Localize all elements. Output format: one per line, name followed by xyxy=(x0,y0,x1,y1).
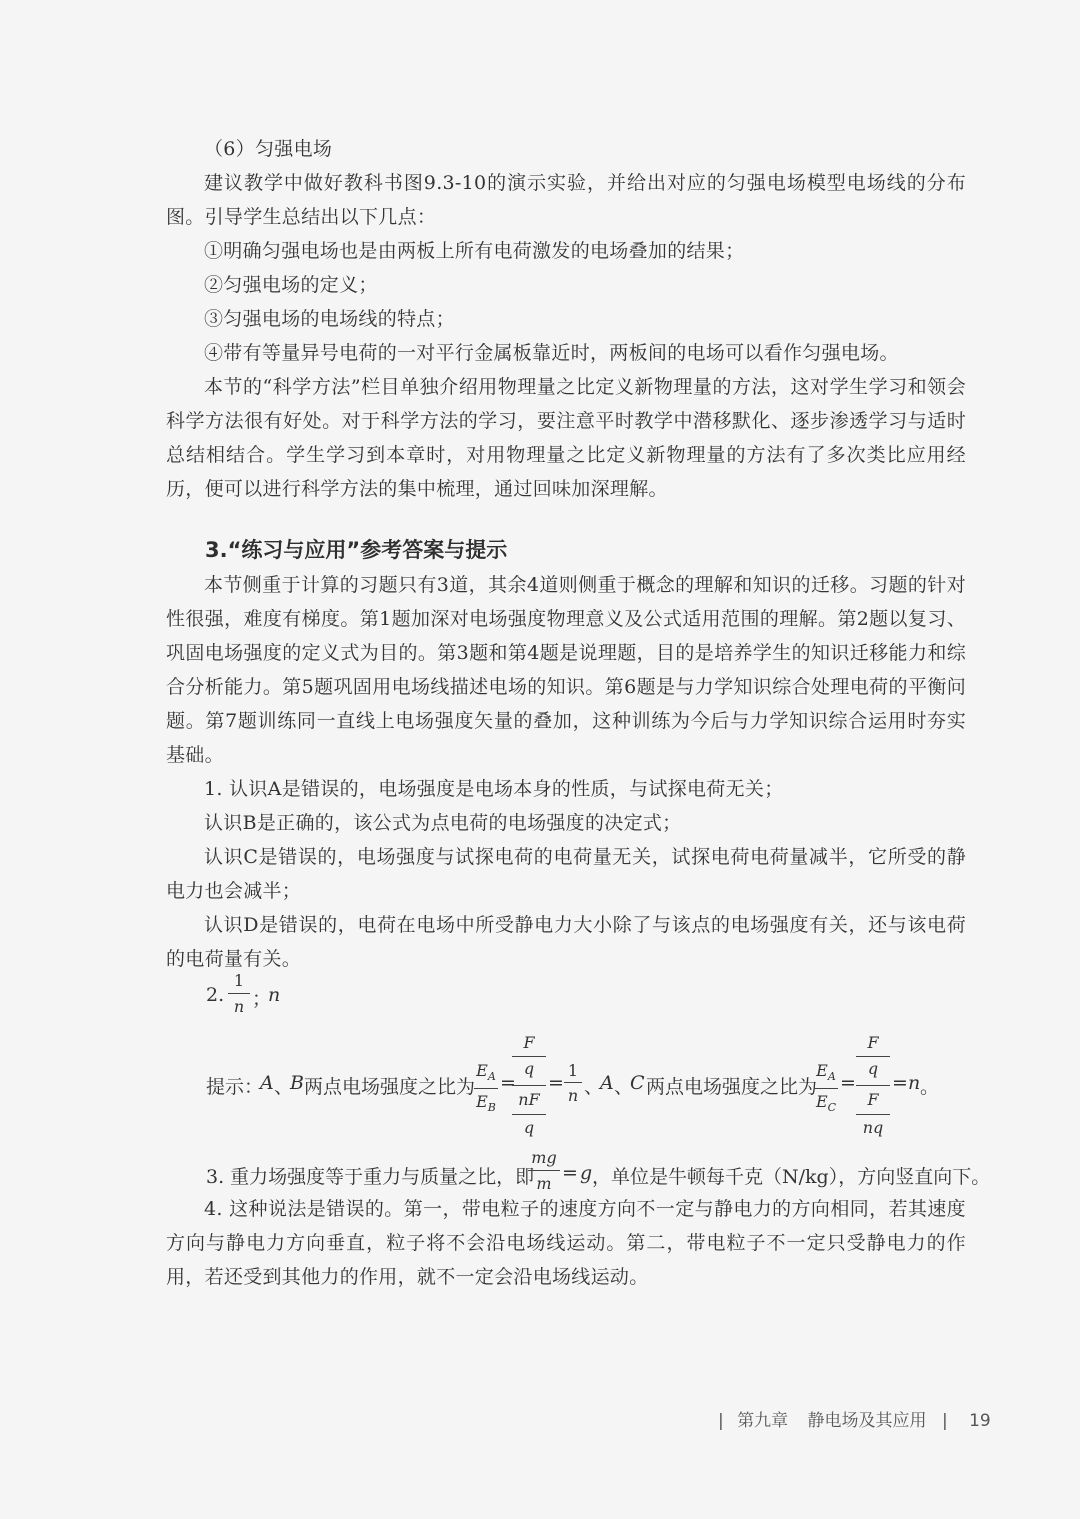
hint-text-1: 两点电场强度之比为 xyxy=(304,1076,476,1098)
point-1: ①明确匀强电场也是由两板上所有电荷激发的电场叠加的结果； xyxy=(204,240,745,262)
answer-2-label: 2. xyxy=(206,984,225,1006)
f-numerator-3: F xyxy=(856,1085,890,1114)
answer-2-denominator: n xyxy=(228,993,250,1020)
ec-symbol: E xyxy=(815,1092,828,1112)
result-n: n xyxy=(908,1072,921,1094)
compound-fraction-1 xyxy=(512,1030,546,1141)
q-denominator-2: q xyxy=(512,1114,546,1141)
answer-1-a: 1. 认识A是错误的，电场强度是电场本身的性质，与试探电荷无关； xyxy=(204,778,784,800)
science-method-paragraph: 本节的“科学方法”栏目单独介绍用物理量之比定义新物理量的方法，这对学生学习和领会科学方法很有好处。对于科学方法的学习，要注意平时教学中潜移默化、逐步渗透学习与适时总结相结合。学生学习到本章时，对用物理量之比定义新物理量的方法有了多次类比应用经历，便可以进行科学方法的集中梳理，通过回味加深理解。 xyxy=(166,376,966,500)
ea-symbol-2: E xyxy=(816,1061,828,1080)
eb-symbol: E xyxy=(476,1092,488,1112)
chapter-label: 第九章 xyxy=(737,1411,789,1431)
point-a-label: A xyxy=(260,1072,274,1094)
page-number: 19 xyxy=(969,1411,991,1431)
answer-4: 4. 这种说法是错误的。第一，带电粒子的速度方向不一定与静电力的方向相同，若其速度方向与静电力方向垂直，粒子将不会沿电场线运动。第二，带电粒子不一定只受静电力的作用，若还受到其他力的作用，就不一定会沿电场线运动。 xyxy=(166,1198,966,1288)
f-numerator-2: F xyxy=(867,1033,879,1052)
answer-2-separator: ； xyxy=(252,988,272,1010)
hint-sep-2: 、 xyxy=(584,1076,604,1098)
answer-2-n: n xyxy=(268,984,281,1006)
section-heading: 3.“练习与应用”参考答案与提示 xyxy=(205,538,508,562)
ec-subscript: C xyxy=(827,1101,837,1115)
n-denominator: n xyxy=(564,1082,582,1109)
footer-divider-left: | xyxy=(718,1411,724,1431)
nf-numerator: nF xyxy=(512,1085,546,1114)
ea-over-ec xyxy=(814,1060,838,1121)
point-c-label: C xyxy=(630,1072,645,1094)
answer-3-g: g xyxy=(580,1162,593,1184)
compound-fraction-2 xyxy=(856,1030,890,1141)
point-4: ④带有等量异号电荷的一对平行金属板靠近时，两板间的电场可以看作匀强电场。 xyxy=(204,342,899,364)
point-3: ③匀强电场的电场线的特点； xyxy=(204,308,455,330)
answer-1-c: 认识C是错误的，电场强度与试探电荷的电荷量无关，试探电荷电荷量减半，它所受的静电力也会减半； xyxy=(166,846,966,902)
exercise-intro: 本节侧重于计算的习题只有3道，其余4道则侧重于概念的理解和知识的迁移。习题的针对性很强，难度有梯度。第1题加深对电场强度物理意义及公式适用范围的理解。第2题以复习、巩固电场强度的定义式为目的。第3题和第4题是说理题，目的是培养学生的知识迁移能力和综合分析能力。第5题巩固用电场线描述电场的知识。第6题是与力学知识综合处理电荷的平衡问题。第7题训练同一直线上电场强度矢量的叠加，这种训练为今后与力学知识综合运用时夯实基础。 xyxy=(166,574,966,766)
ea-subscript: A xyxy=(487,1070,496,1084)
answer-2-numerator: 1 xyxy=(233,971,245,990)
q-denominator-3: q xyxy=(856,1056,890,1081)
equals-2: = xyxy=(548,1072,564,1094)
hint-prefix: 提示： xyxy=(206,1076,264,1098)
nq-denominator: nq xyxy=(856,1114,890,1141)
answer-1-d: 认识D是错误的，电荷在电场中所受静电力大小除了与该点的电场强度有关，还与该电荷的电荷量有关。 xyxy=(166,914,966,970)
mg-over-m xyxy=(528,1146,560,1197)
point-b-label: B xyxy=(290,1072,304,1094)
mg-numerator: mg xyxy=(531,1148,557,1167)
equals-1: = xyxy=(500,1072,516,1094)
equals-3: = xyxy=(840,1072,856,1094)
answer-3-text-after: ，单位是牛顿每千克（N/kg），方向竖直向下。 xyxy=(592,1166,991,1188)
f-numerator-1: F xyxy=(523,1033,535,1052)
eb-subscript: B xyxy=(487,1101,496,1115)
hint-sep-1: 、 xyxy=(274,1076,294,1098)
chapter-title: 静电场及其应用 xyxy=(807,1411,927,1431)
answer-3-text-before: 3. 重力场强度等于重力与质量之比，即 xyxy=(206,1166,535,1188)
equals-4: = xyxy=(892,1072,908,1094)
m-denominator: m xyxy=(528,1170,560,1197)
answer-1-b: 认识B是正确的，该公式为点电荷的电场强度的决定式； xyxy=(204,812,682,834)
section-intro: 建议教学中做好教科书图9.3-10的演示实验，并给出对应的匀强电场模型电场线的分布图。引导学生总结出以下几点： xyxy=(166,172,966,228)
section-title: （6）匀强电场 xyxy=(204,138,333,160)
hint-text-2: 两点电场强度之比为 xyxy=(646,1076,818,1098)
point-a-label-2: A xyxy=(600,1072,614,1094)
answer-3-equals: = xyxy=(562,1162,578,1184)
q-denominator-1: q xyxy=(512,1056,546,1081)
one-numerator: 1 xyxy=(567,1061,579,1080)
answer-2-fraction xyxy=(228,969,250,1020)
hint-sep-3: 、 xyxy=(614,1076,634,1098)
ea-over-eb xyxy=(474,1060,498,1121)
footer-divider-right: | xyxy=(941,1411,948,1431)
ea-subscript-2: A xyxy=(827,1070,836,1084)
point-2: ②匀强电场的定义； xyxy=(204,274,378,296)
page-footer xyxy=(718,1406,991,1431)
hint-end: 。 xyxy=(920,1076,940,1098)
ea-symbol: E xyxy=(476,1061,488,1080)
one-over-n xyxy=(564,1060,582,1109)
